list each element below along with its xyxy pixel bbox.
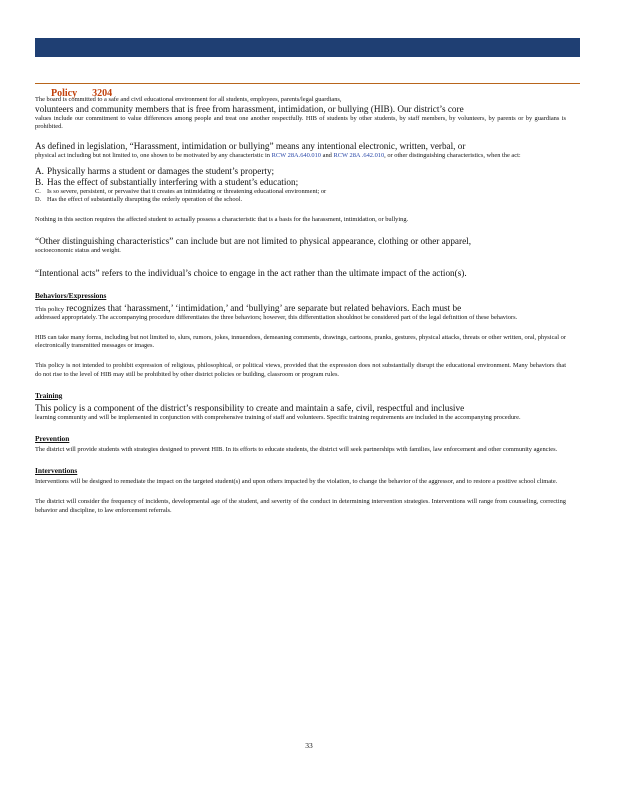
prevention-body: The district will provide students with strategies designed to prevent HIB. In its efforts to educate students, the district will seek partnerships with families, law enforcement and other community agencies. [35,446,558,454]
policy-body [35,96,566,515]
list-item-a: A. Physically harms a student or damages the student’s property; [35,165,275,176]
training-body: learning community and will be implemented in conjunction with comprehensive training of staff and volunteers. Specific training requirements are included in the accompanying procedure. [35,413,521,421]
other-characteristics-lead: “Other distinguishing characteristics” can include but are not limited to physical appearance, clothing or other apparel, [35,236,471,247]
interventions-heading: Interventions [35,466,78,476]
nothing-paragraph: Nothing in this section requires the affected student to actually possess a characteristic that is a basis for the harassment, intimidation, or bullying. [35,216,409,224]
intentional-acts: “Intentional acts” refers to the individual’s choice to engage in the act rather than the ultimate impact of the action(s). [35,267,467,278]
policy-number: Policy 3204 [51,88,113,99]
intro-line-3: values include our commitment to value differences among people and treat one another respectfully. HIB of students by other students, by staff members, by volunteers, by parents or by guardians is prohibited. [35,115,566,131]
list-item-b: B. Has the effect of substantially interfering with a student’s education; [35,176,299,187]
training-lead: This policy is a component of the district’s responsibility to create and maintain a safe, civil, respectful and inclusive [35,402,465,413]
behaviors-p1: addressed appropriately. The accompanying procedure differentiates the three behaviors; however, this differentiation shouldnot be considered part of the legal definition of these behaviors. [35,313,518,321]
intro-line-1: The board is committed to a safe and civil educational environment for all students, employees, parents/legal guardians, [35,96,342,103]
prevention-heading: Prevention [35,434,70,444]
interventions-p1: Interventions will be designed to remediate the impact on the targeted student(s) and upon others impacted by the violation, to change the behavior of the aggressor, and to restore a positive school climate. [35,478,558,486]
training-heading: Training [35,390,63,400]
behaviors-p2: HIB can take many forms, including but not limited to, slurs, rumors, jokes, innuendoes, demeaning comments, drawings, cartoons, pranks, gestures, physical attacks, threats or other written, oral, physical or electronically transmitted messages or images. [35,334,566,350]
rcw-link-1[interactable]: RCW 28A.640.010 [271,151,322,159]
behaviors-heading: Behaviors/Expressions [35,290,107,300]
other-characteristics-tail: socioeconomic status and weight. [35,247,121,255]
document-title: Prohibition of Harassment, Intimidation or Bullying of Students [51,61,380,72]
behaviors-p3: This policy is not intended to prohibit expression of religious, philosophical, or political views, provided that the expression does not substantially disrupt the educational environment. Many behaviors that do not rise to the level of HIB may still be prohibited by other district policies or building, classroom or program rules. [35,362,566,378]
definition-lead: As defined in legislation, “Harassment, intimidation or bullying” means any intentional electronic, written, verbal, or [35,140,466,151]
list-item-c: C. Is so severe, persistent, or pervasive that it creates an intimidating or threatening educational environment; or [35,187,327,195]
definition-body: physical act including but not limited to, one shown to be motivated by any characteristic in RCW 28A.640.010 and RCW 28A .642.010, or other distinguishing characteristics, when the act: [35,151,521,159]
document-title-bar [35,38,580,72]
page-number: 33 [305,741,313,750]
intro-line-2: volunteers and community members that is free from harassment, intimidation, or bullying (HIB). Our district’s core [35,104,464,115]
behaviors-lead: This policy recognizes that ‘harassment,’ ‘intimidation,’ and ‘bullying’ are separate but related behaviors. Each must be [35,302,462,313]
policy-number-bar [35,64,580,99]
list-item-d: D. Has the effect of substantially disrupting the orderly operation of the school. [35,196,243,204]
rcw-link-2[interactable]: RCW 28A .642.010 [333,151,385,159]
interventions-p2: The district will consider the frequency of incidents, developmental age of the student, and severity of the conduct in determining intervention strategies. Interventions will range from counseling, correcting behavior and discipline, to law enforcement referrals. [35,498,566,514]
